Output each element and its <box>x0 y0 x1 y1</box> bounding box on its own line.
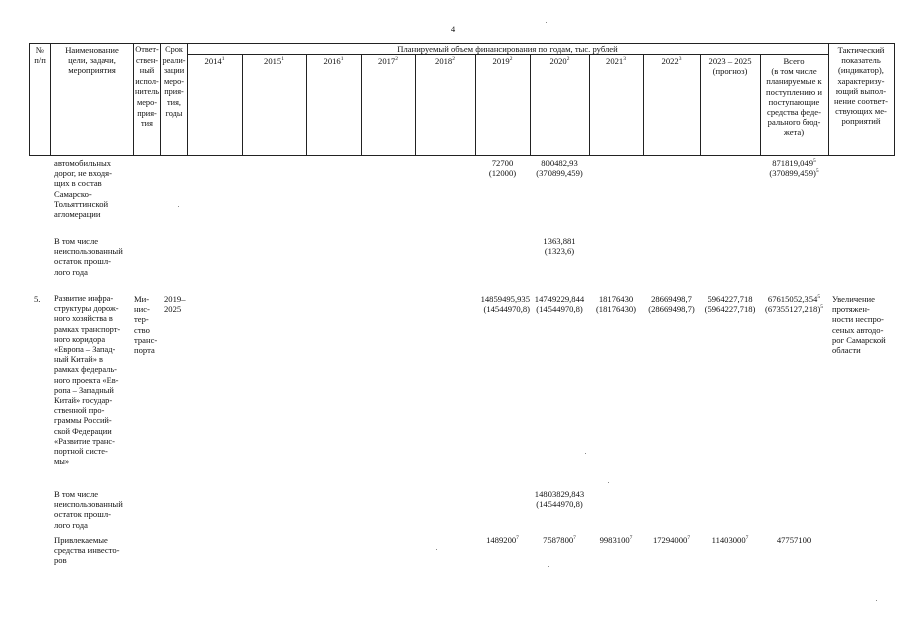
header-year-2017: 2017$^2$ <box>378 56 398 66</box>
col-border <box>530 54 531 156</box>
scan-speck <box>548 566 549 567</box>
row4-name: В том числе неиспользованный остаток прошл- лого года <box>54 489 123 530</box>
row1-2020: 800482,93 (370899,459) <box>536 158 583 179</box>
scan-speck <box>876 600 877 601</box>
row3-2020: 14749229,844 (14544970,8) <box>534 294 585 315</box>
col-border <box>894 43 895 156</box>
col-border <box>643 54 644 156</box>
row3-2022: 28669498,7 (28669498,7) <box>648 294 695 315</box>
header-indicator: Тактический показатель (индикатор), характеризу- ющий выпол- нение соответ- ствующих ме- роприятий <box>833 45 889 127</box>
header-year-2022: 2022$^3$ <box>661 56 682 66</box>
row5-2021: 9983100$^7$ <box>599 535 633 545</box>
row3-responsible: Ми- нис- тер- ство транс- порта <box>134 294 158 356</box>
header-year-2020: 2020$^2$ <box>549 56 570 66</box>
col-border <box>361 54 362 156</box>
header-forecast: 2023 – 2025 (прогноз) <box>708 56 752 77</box>
scan-speck <box>608 482 609 483</box>
row3-2021: 18176430 (18176430) <box>595 294 637 315</box>
row2-name: В том числе неиспользованный остаток прошл- лого года <box>54 236 123 277</box>
col-border <box>589 54 590 156</box>
row3-total: 67615052,354$^5$ <box>767 294 821 304</box>
row3-forecast: 5964227,718 (5964227,718) <box>704 294 756 315</box>
row5-2019: 1489200$^7$ <box>486 535 519 545</box>
col-border <box>415 54 416 156</box>
row3-term: 2019– 2025 <box>164 294 186 315</box>
scan-speck <box>546 22 547 23</box>
header-responsible: Ответ- ствен- ный испол- нитель меро- прия- тия <box>134 45 160 129</box>
row3-number: 5. <box>34 294 41 304</box>
row4-2020: 14803829,843 (14544970,8) <box>534 489 585 510</box>
header-number: № п/п <box>34 45 46 66</box>
header-year-2016: 2016$^1$ <box>323 56 344 66</box>
row5-2020: 7587800$^7$ <box>543 535 576 545</box>
header-funding: Планируемый объем финансирования по годам, тыс. рублей <box>397 44 618 54</box>
row3-total-federal: $(67355127,218)^5$ <box>765 304 823 314</box>
header-year-2018: 2018$^2$ <box>435 56 455 66</box>
row3-indicator: Увеличение протяжен- ности неспро- сеных автодо- рог Самарской области <box>832 294 886 356</box>
header-year-2019: 2019$^2$ <box>492 56 513 66</box>
col-border <box>475 54 476 156</box>
scan-speck <box>585 453 586 454</box>
col-border <box>306 54 307 156</box>
row1-2019: 72700 (12000) <box>488 158 517 179</box>
row2-2020: 1363,881 (1323,6) <box>543 236 576 257</box>
row3-2019: 14859495,935 (14544970,8) <box>480 294 530 315</box>
header-year-2021: 2021$^3$ <box>606 56 626 66</box>
row5-name: Привлекаемые средства инвесто- ров <box>54 535 120 566</box>
row1-name: автомобильных дорог, не входя- щих в состав Самарско- Тольяттинской агломерации <box>54 158 112 220</box>
header-term: Срок реали- зации меро- прия- тия, годы <box>162 45 186 118</box>
scan-speck <box>178 206 179 207</box>
row3-name: Развитие инфра- структуры дорож- ного хозяйства в рамках транспорт- ного коридора «Европа – Запад- ный Китай» в рамках федераль- ного проекта «Ев- ропа – Западный Китай» государ- ственной про- граммы Россий- ской Федерации «Развитие транс- портной систе- мы» <box>54 294 121 467</box>
row1-total: 871819,049$^5$ <box>772 158 816 168</box>
row5-2022: 17294000$^7$ <box>652 535 691 545</box>
header-bottom-border <box>29 155 894 156</box>
header-name: Наименование цели, задачи, мероприятия <box>65 45 119 76</box>
row5-forecast: 11403000$^7$ <box>711 535 749 545</box>
header-year-2014: 2014$^1$ <box>204 56 225 66</box>
row1-total-federal: $(370899,459)^5$ <box>769 168 819 178</box>
header-year-2015: 2015$^1$ <box>264 56 284 66</box>
header-total: Всего (в том числе планируемые к поступлению и поступающие средства феде- рального бюд- жета) <box>766 56 822 138</box>
row5-total: 47757100 <box>776 535 812 545</box>
scan-speck <box>436 549 437 550</box>
page-number: 4 <box>450 24 456 34</box>
col-border <box>242 54 243 156</box>
